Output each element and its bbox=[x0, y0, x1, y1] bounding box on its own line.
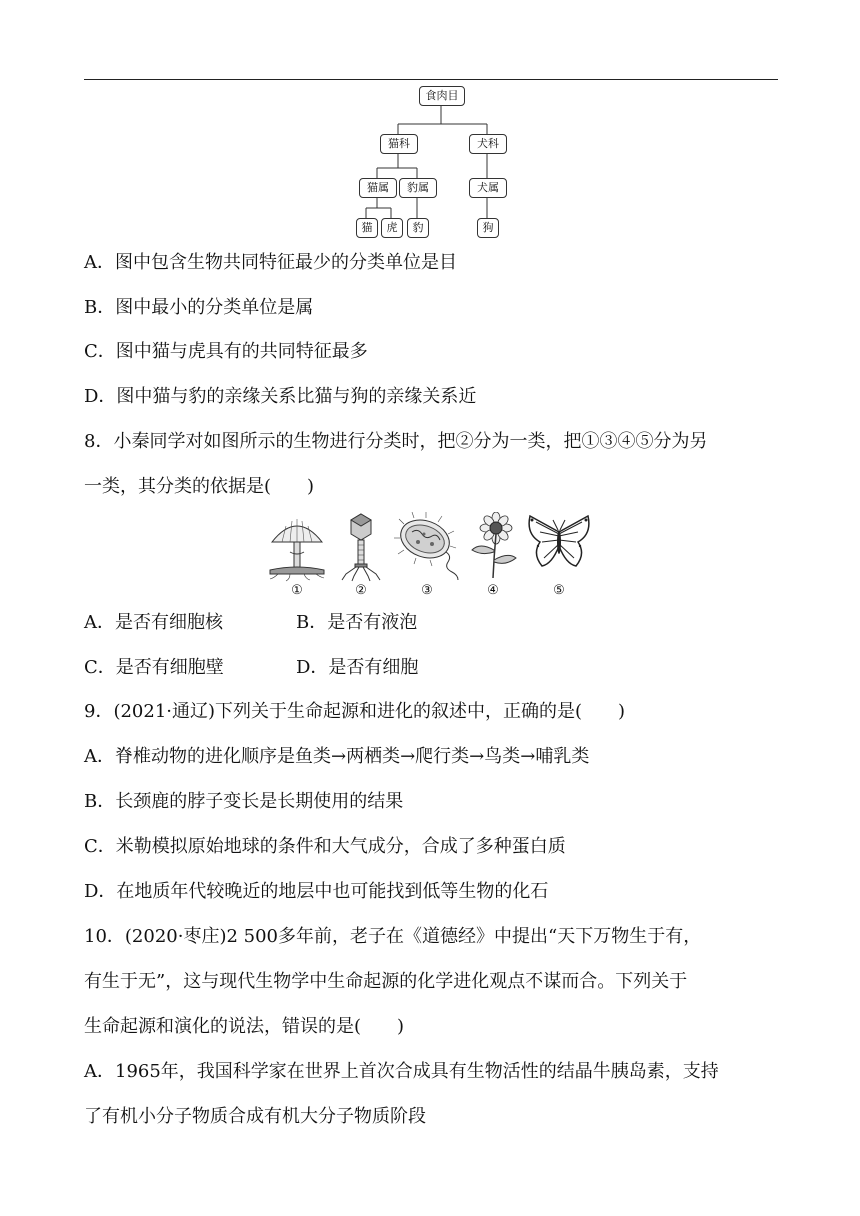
q8-stem-line1: 8．小秦同学对如图所示的生物进行分类时，把②分为一类，把①③④⑤分为另 bbox=[84, 431, 708, 452]
q8-option-b: B．是否有液泡 bbox=[296, 612, 418, 633]
q9-option-c: C．米勒模拟原始地球的条件和大气成分，合成了多种蛋白质 bbox=[84, 836, 566, 857]
bacterium-icon bbox=[394, 512, 460, 582]
organism-2 bbox=[328, 512, 394, 598]
mushroom-icon bbox=[264, 512, 330, 582]
q8-stem-line2: 一类，其分类的依据是( ) bbox=[84, 476, 315, 497]
q10-option-a-line1: A．1965年，我国科学家在世界上首次合成具有生物活性的结晶牛胰岛素，支持 bbox=[84, 1061, 719, 1082]
tree-connectors bbox=[355, 84, 515, 240]
tree-node-species-tiger: 虎 bbox=[381, 218, 403, 238]
organism-figure bbox=[262, 512, 592, 598]
q7-option-c: C．图中猫与虎具有的共同特征最多 bbox=[84, 341, 368, 362]
organism-3 bbox=[394, 512, 460, 598]
organism-1 bbox=[264, 512, 330, 598]
tree-node-genus-dog: 犬属 bbox=[469, 178, 507, 198]
q10-option-a-line2: 了有机小分子物质合成有机大分子物质阶段 bbox=[84, 1106, 426, 1127]
organism-label-2: ② bbox=[355, 583, 367, 598]
q7-option-b: B．图中最小的分类单位是属 bbox=[84, 297, 314, 318]
q9-option-d: D．在地质年代较晚近的地层中也可能找到低等生物的化石 bbox=[84, 881, 549, 902]
q8-option-c: C．是否有细胞壁 bbox=[84, 657, 224, 678]
organism-label-5: ⑤ bbox=[553, 583, 565, 598]
q9-option-a: A．脊椎动物的进化顺序是鱼类→两栖类→爬行类→鸟类→哺乳类 bbox=[84, 746, 590, 767]
tree-node-species-leopard: 豹 bbox=[407, 218, 429, 238]
butterfly-icon bbox=[526, 512, 592, 582]
q10-stem-line1: 10．(2020·枣庄)2 500多年前，老子在《道德经》中提出“天下万物生于有， bbox=[84, 926, 702, 947]
classification-tree bbox=[355, 84, 515, 240]
organism-label-4: ④ bbox=[487, 583, 499, 598]
sunflower-icon bbox=[460, 512, 526, 582]
bacteriophage-icon bbox=[328, 512, 394, 582]
tree-node-species-dog: 狗 bbox=[477, 218, 499, 238]
tree-node-genus-leopard: 豹属 bbox=[399, 178, 437, 198]
organism-5 bbox=[526, 512, 592, 598]
tree-node-genus-cat: 猫属 bbox=[359, 178, 397, 198]
tree-node-order: 食肉目 bbox=[419, 86, 465, 106]
q8-option-a: A．是否有细胞核 bbox=[84, 612, 223, 633]
q8-option-d: D．是否有细胞 bbox=[296, 657, 419, 678]
q9-stem: 9．(2021·通辽)下列关于生命起源和进化的叙述中，正确的是( ) bbox=[84, 701, 626, 722]
organism-4 bbox=[460, 512, 526, 598]
organism-label-3: ③ bbox=[421, 583, 433, 598]
tree-node-family-dog: 犬科 bbox=[469, 134, 507, 154]
tree-node-family-cat: 猫科 bbox=[380, 134, 418, 154]
top-rule bbox=[84, 79, 778, 80]
organism-label-1: ① bbox=[291, 583, 303, 598]
q7-option-d: D．图中猫与豹的亲缘关系比猫与狗的亲缘关系近 bbox=[84, 386, 477, 407]
q7-option-a: A．图中包含生物共同特征最少的分类单位是目 bbox=[84, 252, 457, 273]
q9-option-b: B．长颈鹿的脖子变长是长期使用的结果 bbox=[84, 791, 404, 812]
tree-node-species-cat: 猫 bbox=[356, 218, 378, 238]
q10-stem-line3: 生命起源和演化的说法，错误的是( ) bbox=[84, 1016, 405, 1037]
q10-stem-line2: 有生于无”，这与现代生物学中生命起源的化学进化观点不谋而合。下列关于 bbox=[84, 971, 688, 992]
